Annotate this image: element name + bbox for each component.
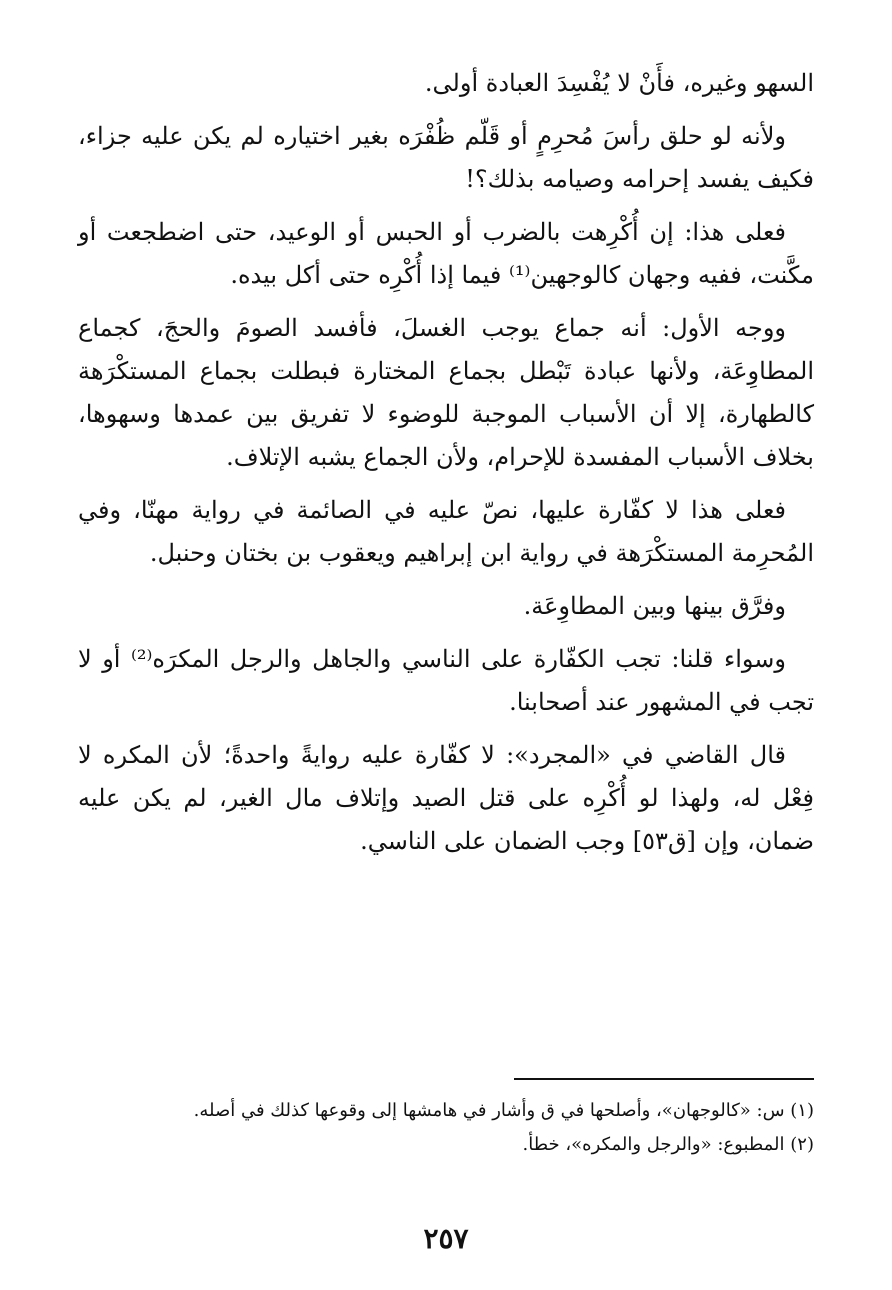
paragraph-8: قال القاضي في «المجرد»: لا كفّارة عليه روايةً واحدةً؛ لأن المكره لا فِعْل له، ولهذا لو أُكْرِه على قتل الصيد وإتلاف مال الغير، لم يكن عليه ضمان، وإن [ق٥٣] وجب الضمان على الناسي. <box>78 741 814 855</box>
paragraph-1: السهو وغيره، فأَنْ لا يُفْسِدَ العبادة أولى. <box>424 69 814 97</box>
paragraph-6: وفرَّق بينها وبين المطاوِعَة. <box>523 592 786 620</box>
footnote-divider <box>514 1078 814 1080</box>
paragraph-3: فعلى هذا: إن أُكْرِهت بالضرب أو الحبس أو الوعيد، حتى اضطجعت أو مكَّنت، ففيه وجهان كالوجهين⁽¹⁾ فيما إذا أُكْرِه حتى أكل بيده. <box>78 218 814 289</box>
paragraph-2: ولأنه لو حلق رأسَ مُحرِمٍ أو قَلّم ظُفْرَه بغير اختياره لم يكن عليه جزاء، فكيف يفسد إحرامه وصيامه بذلك؟! <box>78 122 814 193</box>
paragraph-5: فعلى هذا لا كفّارة عليها، نصّ عليه في الصائمة في رواية مهنّا، وفي المُحرِمة المستكْرَهة في رواية ابن إبراهيم ويعقوب بن بختان وحنبل. <box>78 496 814 567</box>
paragraph-4: ووجه الأول: أنه جماع يوجب الغسلَ، فأفسد الصومَ والحجَ، كجماع المطاوِعَة، ولأنها عبادة تَبْطل بجماع المختارة فبطلت بجماع المستكْرَهة كالطهارة، إلا أن الأسباب الموجبة للوضوء لا تفريق بين عمدها وسهوها، بخلاف الأسباب المفسدة للإحرام، ولأن الجماع يشبه الإتلاف. <box>78 314 814 471</box>
footnotes <box>78 1094 814 1162</box>
page-number: ٢٥٧ <box>423 1222 469 1255</box>
footnote-1: (١) س: «كالوجهان»، وأصلحها في ق وأشار في هامشها إلى وقوعها كذلك في أصله. <box>193 1100 814 1121</box>
footnote-2: (٢) المطبوع: «والرجل والمكره»، خطأ. <box>522 1134 814 1155</box>
paragraph-7: وسواء قلنا: تجب الكفّارة على الناسي والجاهل والرجل المكرَه⁽²⁾ أو لا تجب في المشهور عند أصحابنا. <box>78 645 814 716</box>
page-body <box>78 62 814 873</box>
